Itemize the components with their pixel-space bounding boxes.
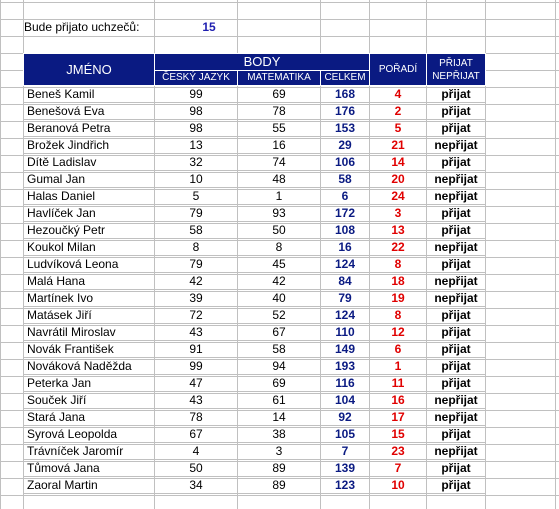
cell-status[interactable]: nepřijat xyxy=(427,171,486,188)
cell-status[interactable]: nepřijat xyxy=(427,443,486,460)
cell-name[interactable]: Syrová Leopolda xyxy=(24,426,155,443)
cell-total[interactable]: 7 xyxy=(321,443,370,460)
cell-status[interactable]: nepřijat xyxy=(427,188,486,205)
cell-czech-score[interactable]: 5 xyxy=(155,188,238,205)
cell-rank[interactable]: 10 xyxy=(370,477,427,494)
cell-name[interactable]: Novák František xyxy=(24,341,155,358)
cell-math-score[interactable]: 61 xyxy=(238,392,321,409)
cell-status[interactable]: nepřijat xyxy=(427,392,486,409)
cell-name[interactable]: Dítě Ladislav xyxy=(24,154,155,171)
cell-total[interactable]: 79 xyxy=(321,290,370,307)
table-row xyxy=(24,137,486,154)
cell-math-score[interactable]: 40 xyxy=(238,290,321,307)
cell-name[interactable]: Souček Jiří xyxy=(24,392,155,409)
cell-math-score[interactable]: 3 xyxy=(238,443,321,460)
cell-math-score[interactable]: 48 xyxy=(238,171,321,188)
cell-status[interactable]: přijat xyxy=(427,358,486,375)
cell-rank[interactable]: 15 xyxy=(370,426,427,443)
cell-czech-score[interactable]: 43 xyxy=(155,324,238,341)
cell-status[interactable]: přijat xyxy=(427,375,486,392)
cell-math-score[interactable]: 78 xyxy=(238,103,321,120)
cell-total[interactable]: 104 xyxy=(321,392,370,409)
cell-czech-score[interactable]: 4 xyxy=(155,443,238,460)
table-row xyxy=(24,273,486,290)
cell-czech-score[interactable]: 78 xyxy=(155,409,238,426)
cell-rank[interactable]: 7 xyxy=(370,460,427,477)
cell-rank[interactable]: 22 xyxy=(370,239,427,256)
cell-total[interactable]: 123 xyxy=(321,477,370,494)
table-row xyxy=(24,154,486,171)
cell-rank[interactable]: 1 xyxy=(370,358,427,375)
cell-math-score[interactable]: 93 xyxy=(238,205,321,222)
cell-rank[interactable]: 23 xyxy=(370,443,427,460)
cell-czech-score[interactable]: 58 xyxy=(155,222,238,239)
results-table xyxy=(23,53,486,494)
cell-czech-score[interactable]: 8 xyxy=(155,239,238,256)
cell-czech-score[interactable]: 32 xyxy=(155,154,238,171)
cell-rank[interactable]: 2 xyxy=(370,103,427,120)
cell-name[interactable]: Trávníček Jaromír xyxy=(24,443,155,460)
table-row xyxy=(24,188,486,205)
cell-czech-score[interactable]: 43 xyxy=(155,392,238,409)
cell-name[interactable]: Havlíček Jan xyxy=(24,205,155,222)
cell-czech-score[interactable]: 47 xyxy=(155,375,238,392)
cell-math-score[interactable]: 1 xyxy=(238,188,321,205)
cell-total[interactable]: 124 xyxy=(321,256,370,273)
cell-status[interactable]: přijat xyxy=(427,341,486,358)
table-row xyxy=(24,443,486,460)
table-row xyxy=(24,375,486,392)
table-row xyxy=(24,392,486,409)
header-status-top: PŘIJAT xyxy=(439,57,473,69)
cell-rank[interactable]: 19 xyxy=(370,290,427,307)
cell-name[interactable]: Beranová Petra xyxy=(24,120,155,137)
cell-total[interactable]: 176 xyxy=(321,103,370,120)
table-row xyxy=(24,409,486,426)
cell-total[interactable]: 6 xyxy=(321,188,370,205)
cell-rank[interactable]: 21 xyxy=(370,137,427,154)
cell-math-score[interactable]: 52 xyxy=(238,307,321,324)
cell-math-score[interactable]: 38 xyxy=(238,426,321,443)
cell-total[interactable]: 106 xyxy=(321,154,370,171)
cell-math-score[interactable]: 50 xyxy=(238,222,321,239)
cell-math-score[interactable]: 8 xyxy=(238,239,321,256)
cell-status[interactable]: přijat xyxy=(427,477,486,494)
cell-name[interactable]: Malá Hana xyxy=(24,273,155,290)
cell-status[interactable]: přijat xyxy=(427,307,486,324)
cell-total[interactable]: 193 xyxy=(321,358,370,375)
cell-name[interactable]: Peterka Jan xyxy=(24,375,155,392)
table-row xyxy=(24,358,486,375)
table-row xyxy=(24,307,486,324)
cell-status[interactable]: přijat xyxy=(427,120,486,137)
cell-name[interactable]: Tůmová Jana xyxy=(24,460,155,477)
table-row xyxy=(24,103,486,120)
cell-math-score[interactable]: 67 xyxy=(238,324,321,341)
table-row xyxy=(24,205,486,222)
column-divider xyxy=(555,0,556,509)
cell-rank[interactable]: 17 xyxy=(370,409,427,426)
cell-status[interactable]: přijat xyxy=(427,103,486,120)
header-status-bottom: NEPŘIJAT xyxy=(432,70,480,82)
cell-total[interactable]: 149 xyxy=(321,341,370,358)
cell-math-score[interactable]: 89 xyxy=(238,460,321,477)
cell-rank[interactable]: 12 xyxy=(370,324,427,341)
header-math[interactable]: MATEMATIKA xyxy=(238,71,321,86)
cell-math-score[interactable]: 58 xyxy=(238,341,321,358)
cell-czech-score[interactable]: 39 xyxy=(155,290,238,307)
cell-rank[interactable]: 16 xyxy=(370,392,427,409)
cell-name[interactable]: Brožek Jindřich xyxy=(24,137,155,154)
cell-rank[interactable]: 6 xyxy=(370,341,427,358)
cell-math-score[interactable]: 69 xyxy=(238,375,321,392)
table-row xyxy=(24,426,486,443)
table-row xyxy=(24,477,486,494)
table-row xyxy=(24,86,486,103)
cell-math-score[interactable]: 14 xyxy=(238,409,321,426)
cell-total[interactable]: 110 xyxy=(321,324,370,341)
cell-total[interactable]: 124 xyxy=(321,307,370,324)
cell-name[interactable]: Beneš Kamil xyxy=(24,86,155,103)
cell-status[interactable]: přijat xyxy=(427,460,486,477)
cell-total[interactable]: 108 xyxy=(321,222,370,239)
cell-total[interactable]: 84 xyxy=(321,273,370,290)
cell-status[interactable]: přijat xyxy=(427,86,486,103)
cell-name[interactable]: Stará Jana xyxy=(24,409,155,426)
cell-rank[interactable]: 13 xyxy=(370,222,427,239)
header-status[interactable] xyxy=(427,54,486,86)
cell-name[interactable]: Hezoučký Petr xyxy=(24,222,155,239)
cell-czech-score[interactable]: 42 xyxy=(155,273,238,290)
table-row xyxy=(24,256,486,273)
cell-czech-score[interactable]: 10 xyxy=(155,171,238,188)
cell-czech-score[interactable]: 67 xyxy=(155,426,238,443)
cell-rank[interactable]: 18 xyxy=(370,273,427,290)
cell-total[interactable]: 58 xyxy=(321,171,370,188)
cell-name[interactable]: Matásek Jiří xyxy=(24,307,155,324)
cell-czech-score[interactable]: 13 xyxy=(155,137,238,154)
cell-name[interactable]: Halas Daniel xyxy=(24,188,155,205)
header-czech[interactable]: ČESKÝ JAZYK xyxy=(155,71,238,86)
cell-math-score[interactable]: 69 xyxy=(238,86,321,103)
cell-status[interactable]: přijat xyxy=(427,256,486,273)
cell-math-score[interactable]: 89 xyxy=(238,477,321,494)
header-name[interactable]: JMÉNO xyxy=(24,54,155,86)
cell-status[interactable]: nepřijat xyxy=(427,239,486,256)
table-row xyxy=(24,324,486,341)
cell-total[interactable]: 105 xyxy=(321,426,370,443)
cell-total[interactable]: 139 xyxy=(321,460,370,477)
cell-rank[interactable]: 3 xyxy=(370,205,427,222)
cell-name[interactable]: Gumal Jan xyxy=(24,171,155,188)
cell-math-score[interactable]: 45 xyxy=(238,256,321,273)
cell-math-score[interactable]: 16 xyxy=(238,137,321,154)
cell-rank[interactable]: 4 xyxy=(370,86,427,103)
table-row xyxy=(24,341,486,358)
cell-name[interactable]: Benešová Eva xyxy=(24,103,155,120)
cell-status[interactable]: nepřijat xyxy=(427,137,486,154)
cell-czech-score[interactable]: 79 xyxy=(155,205,238,222)
cell-math-score[interactable]: 94 xyxy=(238,358,321,375)
cell-status[interactable]: přijat xyxy=(427,205,486,222)
cell-math-score[interactable]: 42 xyxy=(238,273,321,290)
cell-status[interactable]: přijat xyxy=(427,324,486,341)
cell-status[interactable]: nepřijat xyxy=(427,409,486,426)
cell-rank[interactable]: 14 xyxy=(370,154,427,171)
cell-status[interactable]: nepřijat xyxy=(427,273,486,290)
table-row xyxy=(24,222,486,239)
cell-rank[interactable]: 11 xyxy=(370,375,427,392)
cell-rank[interactable]: 20 xyxy=(370,171,427,188)
cell-czech-score[interactable]: 79 xyxy=(155,256,238,273)
table-row xyxy=(24,239,486,256)
cell-status[interactable]: přijat xyxy=(427,426,486,443)
cell-total[interactable]: 153 xyxy=(321,120,370,137)
cell-status[interactable]: přijat xyxy=(427,222,486,239)
accepted-count-label[interactable]: Bude přijato uchzečů: xyxy=(24,20,140,34)
cell-name[interactable]: Ludvíková Leona xyxy=(24,256,155,273)
header-rank[interactable]: POŘADÍ xyxy=(370,54,427,86)
cell-czech-score[interactable]: 91 xyxy=(155,341,238,358)
cell-czech-score[interactable]: 98 xyxy=(155,103,238,120)
cell-math-score[interactable]: 74 xyxy=(238,154,321,171)
cell-name[interactable]: Zaoral Martin xyxy=(24,477,155,494)
cell-rank[interactable]: 8 xyxy=(370,256,427,273)
accepted-count-value[interactable]: 15 xyxy=(202,20,216,34)
table-row xyxy=(24,120,486,137)
cell-czech-score[interactable]: 72 xyxy=(155,307,238,324)
cell-total[interactable]: 172 xyxy=(321,205,370,222)
cell-name[interactable]: Nováková Naděžda xyxy=(24,358,155,375)
cell-total[interactable]: 92 xyxy=(321,409,370,426)
cell-name[interactable]: Koukol Milan xyxy=(24,239,155,256)
cell-rank[interactable]: 5 xyxy=(370,120,427,137)
cell-total[interactable]: 16 xyxy=(321,239,370,256)
cell-total[interactable]: 168 xyxy=(321,86,370,103)
table-row xyxy=(24,290,486,307)
cell-czech-score[interactable]: 99 xyxy=(155,358,238,375)
cell-czech-score[interactable]: 98 xyxy=(155,120,238,137)
table-row xyxy=(24,171,486,188)
cell-name[interactable]: Martínek Ivo xyxy=(24,290,155,307)
cell-czech-score[interactable]: 34 xyxy=(155,477,238,494)
cell-status[interactable]: přijat xyxy=(427,154,486,171)
header-body[interactable]: BODY xyxy=(155,54,370,71)
cell-name[interactable]: Navrátil Miroslav xyxy=(24,324,155,341)
cell-math-score[interactable]: 55 xyxy=(238,120,321,137)
table-row xyxy=(24,460,486,477)
cell-czech-score[interactable]: 99 xyxy=(155,86,238,103)
header-total[interactable]: CELKEM xyxy=(321,71,370,86)
cell-status[interactable]: nepřijat xyxy=(427,290,486,307)
cell-rank[interactable]: 8 xyxy=(370,307,427,324)
cell-total[interactable]: 116 xyxy=(321,375,370,392)
cell-total[interactable]: 29 xyxy=(321,137,370,154)
cell-rank[interactable]: 24 xyxy=(370,188,427,205)
cell-czech-score[interactable]: 50 xyxy=(155,460,238,477)
